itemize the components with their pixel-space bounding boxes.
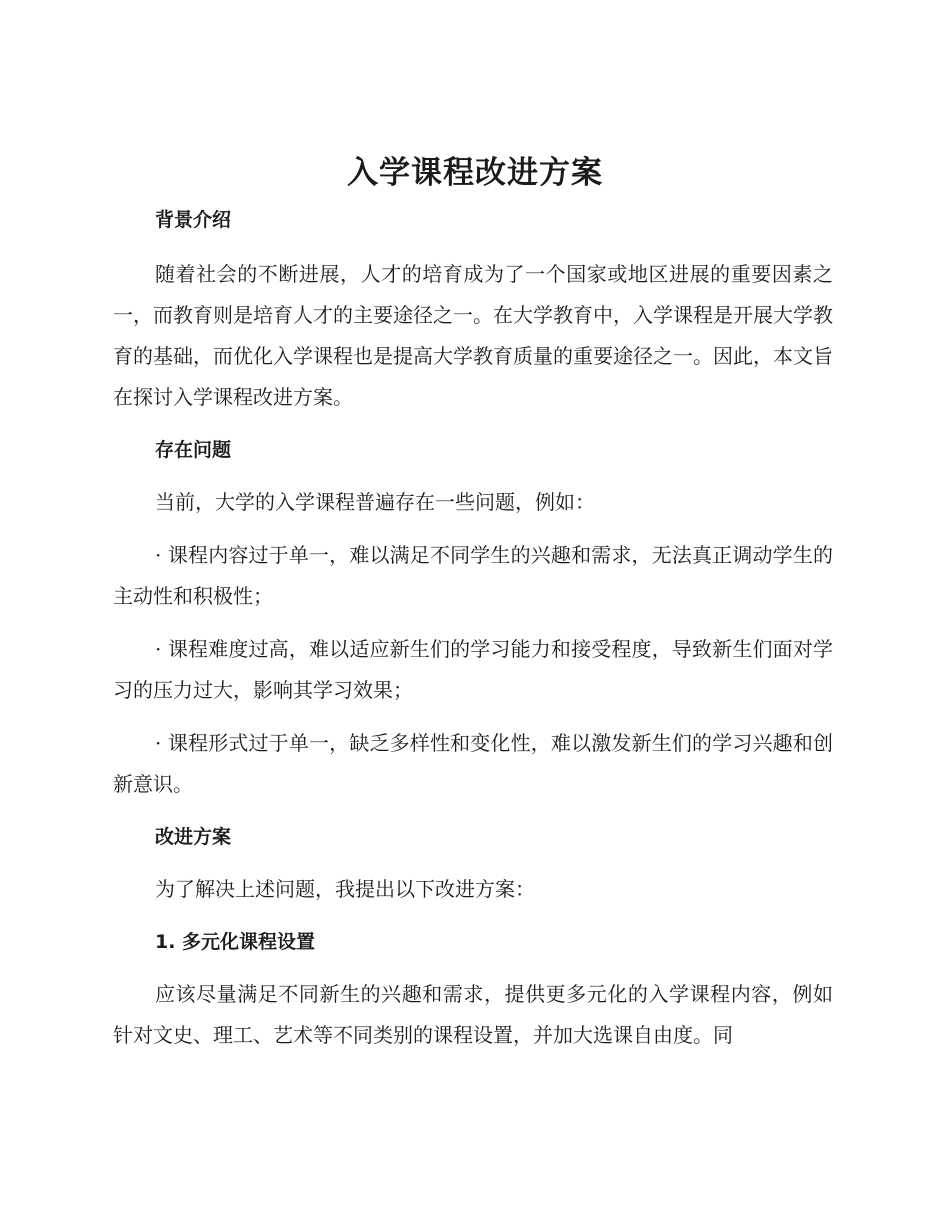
problem-item-1: · 课程内容过于单一，难以满足不同学生的兴趣和需求，无法真正调动学生的主动性和积极性； [113, 543, 833, 608]
problem-item-3: · 课程形式过于单一，缺乏多样性和变化性，难以激发新生们的学习兴趣和创新意识。 [113, 731, 833, 796]
solution-subheading-1: 1. 多元化课程设置 [155, 931, 316, 953]
solution-paragraph-1: 应该尽量满足不同新生的兴趣和需求，提供更多元化的入学课程内容，例如针对文史、理工、艺术等不同类别的课程设置，并加大选课自由度。同 [113, 982, 833, 1047]
problems-intro: 当前，大学的入学课程普遍存在一些问题，例如： [155, 490, 595, 514]
problem-item-2: · 课程难度过高，难以适应新生们的学习能力和接受程度，导致新生们面对学习的压力过大，影响其学习效果； [113, 637, 833, 702]
solutions-intro: 为了解决上述问题，我提出以下改进方案： [155, 877, 535, 901]
section-heading-problems: 存在问题 [155, 439, 232, 461]
background-paragraph: 随着社会的不断进展，人才的培育成为了一个国家或地区进展的重要因素之一，而教育则是培育人才的主要途径之一。在大学教育中，入学课程是开展大学教育的基础，而优化入学课程也是提高大学教育质量的重要途径之一。因此，本文旨在探讨入学课程改进方案。 [113, 262, 833, 409]
document-title: 入学课程改进方案 [347, 155, 603, 191]
section-heading-background: 背景介绍 [155, 209, 232, 231]
section-heading-solutions: 改进方案 [155, 826, 232, 848]
document-body [113, 200, 833, 1068]
